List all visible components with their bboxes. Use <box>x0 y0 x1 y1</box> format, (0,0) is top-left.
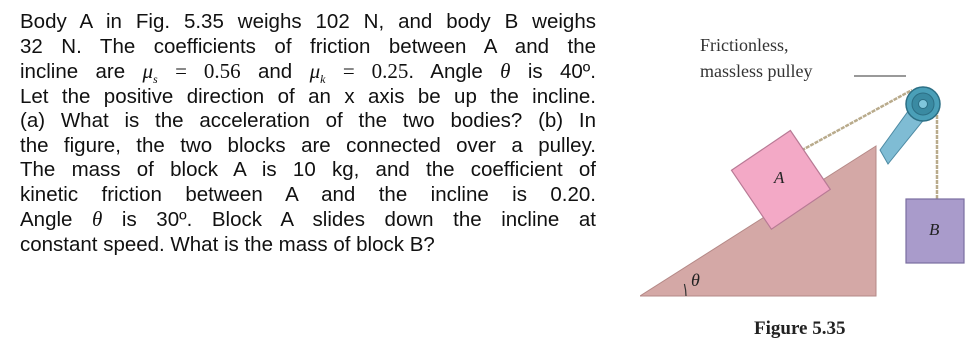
problem-line-3 <box>20 59 596 85</box>
block-a-label: A <box>774 168 785 187</box>
problem-statement <box>20 10 596 257</box>
pulley-axle <box>919 100 928 109</box>
problem-line-9 <box>20 207 596 233</box>
and-word: and <box>258 60 293 83</box>
angle-label: θ <box>691 270 700 290</box>
problem-line-7: The mass of block A is 10 kg, and the coefficient of <box>20 158 596 181</box>
pulley-label-line-1: Frictionless, <box>700 35 789 55</box>
figure-5-35 <box>640 0 978 364</box>
mu-s-symbol: $\mu_s$ <box>142 59 158 86</box>
figure-caption: Figure 5.35 <box>754 318 846 339</box>
angle-word: . Angle <box>408 60 483 83</box>
problem-line-9-prefix: Angle <box>20 208 73 231</box>
mu-k-value: = 0.25 <box>342 59 409 83</box>
mu-s-value: = 0.56 <box>175 59 241 83</box>
problem-line-5: (a) What is the acceleration of the two bodies? (b) In <box>20 109 596 132</box>
mu-k-symbol: $\mu_k$ <box>309 59 326 86</box>
problem-line-6: the figure, the two blocks are connected over a pulley. <box>20 133 596 157</box>
problem-line-3-prefix: incline are <box>20 60 126 83</box>
pulley-label-line-2: massless pulley <box>700 61 813 81</box>
theta-symbol: θ <box>500 59 511 83</box>
problem-line-4: Let the positive direction of an x axis be up the incline. <box>20 84 596 108</box>
block-b-label: B <box>929 220 940 239</box>
theta-symbol-2: θ <box>92 207 103 231</box>
problem-line-3-suffix: is 40º. <box>527 60 596 83</box>
pulley-label <box>700 32 813 84</box>
problem-line-9-suffix: is 30º. Block A slides down the incline at <box>121 208 596 231</box>
problem-line-1: Body A in Fig. 5.35 weighs 102 N, and body B weighs <box>20 10 596 33</box>
problem-line-2: 32 N. The coefficients of friction between A and the <box>20 34 596 58</box>
problem-line-8: kinetic friction between A and the incline is 0.20. <box>20 182 596 206</box>
problem-line-10: constant speed. What is the mass of block B? <box>20 232 435 256</box>
